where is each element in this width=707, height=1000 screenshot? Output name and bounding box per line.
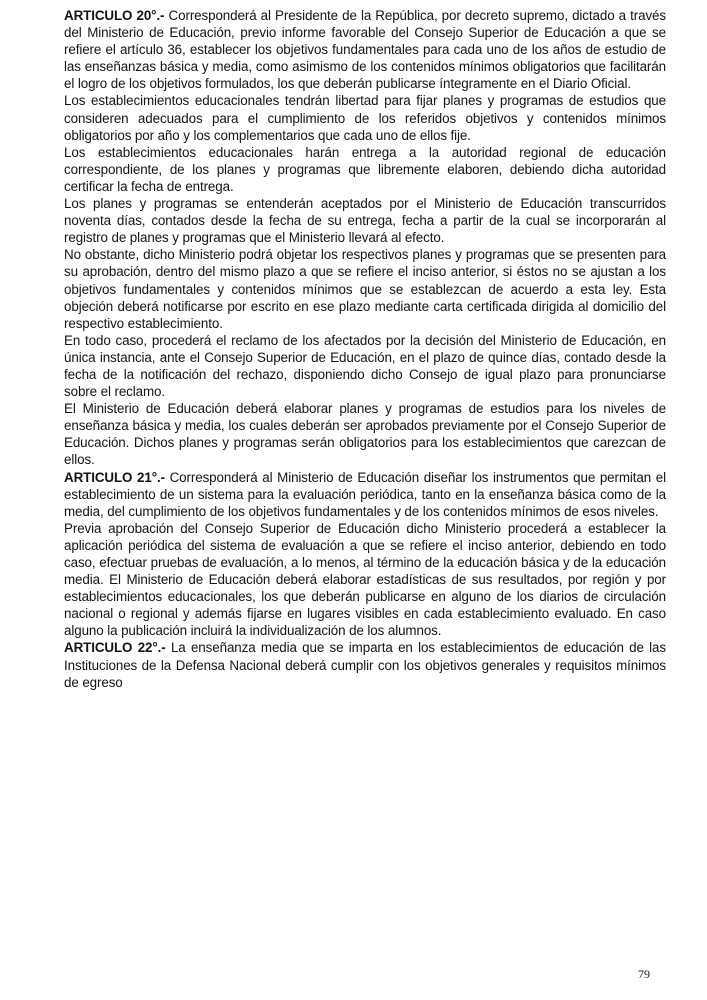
paragraph-text: Los establecimientos educacionales harán entrega a la autoridad regional de educación correspondiente, de los planes y programas que libremente elaboren, debiendo dicha autoridad certificar la fecha de entrega.	[64, 144, 666, 194]
paragraph-text: La enseñanza media que se imparta en los establecimientos de educación de las Instituciones de la Defensa Nacional deberá cumplir con los objetivos generales y requisitos mínimos de egreso	[64, 640, 666, 690]
paragraph-text: En todo caso, procederá el reclamo de los afectados por la decisión del Ministerio de Educación, en única instancia, ante el Consejo Superior de Educación, en el plazo de quince días, contado desde la fecha de la notificación del rechazo, disponiendo dicho Consejo de igual plazo para pronunciarse sobre el reclamo.	[64, 332, 666, 400]
page-number: 79	[638, 967, 650, 981]
paragraph	[64, 520, 666, 640]
article-heading: ARTICULO 20°.-	[64, 8, 165, 23]
paragraph	[64, 195, 666, 246]
document-body	[64, 7, 666, 691]
paragraph-text: Previa aprobación del Consejo Superior de Educación dicho Ministerio procederá a establecer la aplicación periódica del sistema de evaluación a que se refiere el inciso anterior, debiendo en todo caso, efectuar pruebas de evaluación, a lo menos, al término de la educación básica y de la educación media. El Ministerio de Educación deberá elaborar estadísticas de sus resultados, por región y por establecimientos educacionales, los que deberán publicarse en alguno de los diarios de circulación nacional o regional y además fijarse en lugares visibles en cada establecimiento evaluado. En caso alguno la publicación incluirá la individualización de los alumnos.	[64, 520, 666, 639]
paragraph	[64, 7, 666, 92]
paragraph	[64, 639, 666, 690]
paragraph-text: Corresponderá al Presidente de la República, por decreto supremo, dictado a través del Ministerio de Educación, previo informe favorable del Consejo Superior de Educación a que se refiere el artículo 36, establecer los objetivos fundamentales para cada uno de los años de estudio de las enseñanzas básica y media, como asimismo de los contenidos mínimos obligatorios que facilitarán el logro de los objetivos formulados, los que deberán publicarse íntegramente en el Diario Oficial.	[64, 8, 666, 92]
article-heading: ARTICULO 22°.-	[64, 640, 166, 656]
paragraph	[64, 246, 666, 331]
paragraph-text: Corresponderá al Ministerio de Educación diseñar los instrumentos que permitan el establecimiento de un sistema para la evaluación periódica, tanto en la enseñanza básica como de la media, del cumplimiento de los objetivos fundamentales y de los contenidos mínimos de esos niveles.	[64, 469, 666, 519]
paragraph	[64, 92, 666, 143]
paragraph	[64, 144, 666, 195]
paragraph	[64, 400, 666, 468]
paragraph-text: El Ministerio de Educación deberá elaborar planes y programas de estudios para los niveles de enseñanza básica y media, los cuales deberán ser aprobados previamente por el Consejo Superior de Educación. Dichos planes y programas serán obligatorios para los establecimientos que carezcan de ellos.	[64, 401, 666, 468]
paragraph-text: Los establecimientos educacionales tendrán libertad para fijar planes y programas de estudios que consideren adecuados para el cumplimiento de los referidos objetivos y contenidos mínimos obligatorios por año y los complementarios que cada uno de ellos fije.	[64, 93, 666, 143]
paragraph-text: Los planes y programas se entenderán aceptados por el Ministerio de Educación transcurridos noventa días, contados desde la fecha de su entrega, fecha a partir de la cual se incorporarán al registro de planes y programas que el Ministerio llevará al efecto.	[64, 196, 666, 246]
paragraph	[64, 469, 666, 520]
article-heading: ARTICULO 21°.-	[64, 469, 165, 485]
paragraph-text: No obstante, dicho Ministerio podrá objetar los respectivos planes y programas que se presenten para su aprobación, dentro del mismo plazo a que se refiere el inciso anterior, si éstos no se ajustan a los objetivos fundamentales y contenidos mínimos que se establezcan de acuerdo a esta ley. Esta objeción deberá notificarse por escrito en ese plazo mediante carta certificada dirigida al domicilio del respectivo establecimiento.	[64, 247, 666, 331]
paragraph	[64, 332, 666, 400]
